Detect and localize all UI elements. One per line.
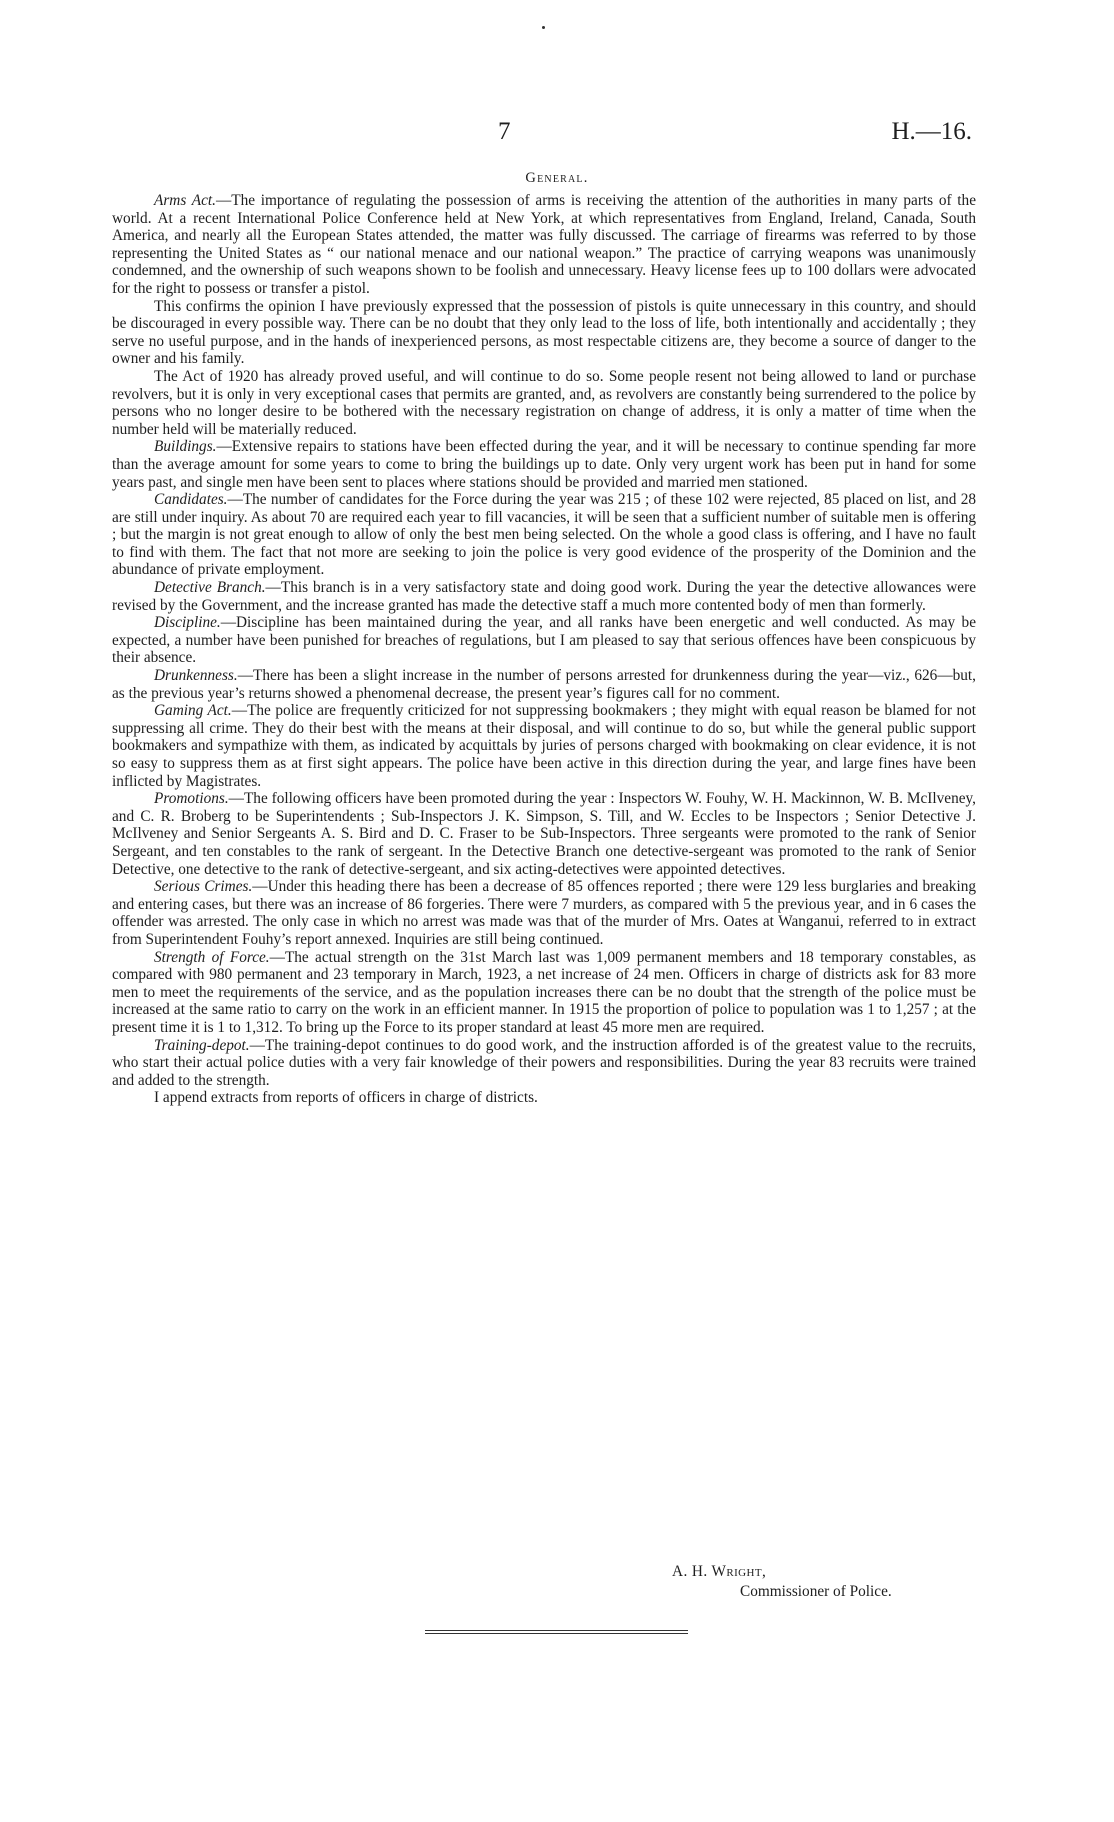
paragraph-lead: Discipline. [154, 614, 221, 632]
paragraph-text: I append extracts from reports of officers in charge of districts. [154, 1089, 538, 1107]
paragraph [112, 491, 976, 579]
closing-rule [425, 1630, 688, 1631]
paragraph-text: The Act of 1920 has already proved useful, and will continue to do so. Some people resent not being allowed to land or purchase revolvers, but it is only in very exceptional cases that permits are granted, and, as revolvers are constantly being surrendered to the police by persons who no longer desire to be bothered with the necessary registration on change of address, it is only a matter of time when the number held will be materially reduced. [112, 367, 976, 438]
paragraph-lead: Strength of Force. [154, 948, 270, 966]
paragraph-lead: Candidates. [154, 491, 228, 509]
document-reference: H.—16. [891, 118, 972, 145]
paragraph [112, 1037, 976, 1090]
paragraph [112, 614, 976, 667]
paragraph [112, 192, 976, 298]
paragraph [112, 702, 976, 790]
page-number: 7 [498, 118, 511, 145]
paragraph-lead: Training-depot. [154, 1036, 250, 1054]
page-mark [542, 26, 545, 29]
paragraph [112, 667, 976, 702]
paragraph-text: —There has been a slight increase in the number of persons arrested for drunkenness during the year—viz., 626—but, as the previous year’s returns showed a phenomenal decrease, the present year’s figures call for no comment. [112, 667, 976, 702]
paragraph [112, 878, 976, 948]
paragraph-text: —This branch is in a very satisfactory state and doing good work. During the year the detective allowances were revised by the Government, and the increase granted has made the detective staff a much more contented body of men than formerly. [112, 579, 976, 614]
paragraph-text: —The following officers have been promoted during the year : Inspectors W. Fouhy, W. H. Mackinnon, W. B. McIlveney, and C. R. Broberg to be Superintendents ; Sub-Inspectors J. K. Simpson, S. Till, and W. Eccles to be Inspectors ; Senior Detective J. McIlveney and Senior Sergeants A. S. Bird and D. C. Fraser to be Sub-Inspectors. Three sergeants were promoted to the rank of Senior Sergeant, and ten constables to the rank of sergeant. In the Detective Branch one detective-sergeant was promoted to the rank of Senior Detective, one detective to the rank of detective-sergeant, and six acting-detectives were appointed detectives. [112, 790, 976, 878]
paragraph-lead: Serious Crimes. [154, 878, 253, 896]
body-text [112, 192, 976, 1107]
signatory-name: A. H. Wright, [672, 1563, 767, 1580]
paragraph-text: —Under this heading there has been a decrease of 85 offences reported ; there were 129 less burglaries and breaking and entering cases, but there was an increase of 86 forgeries. There were 7 murders, as compared with 5 the previous year, and in 6 cases the offender was arrested. The only case in which no arrest was made was that of the murder of Mrs. Oates at Wanganui, referred to in extract from Superintendent Fouhy’s report annexed. Inquiries are still being continued. [112, 878, 977, 948]
paragraph-lead: Buildings. [154, 438, 217, 456]
paragraph-text: —The number of candidates for the Force during the year was 215 ; of these 102 were rejected, 85 placed on list, and 28 are still under inquiry. As about 70 are required each year to fill vacancies, it will be seen that a sufficient number of suitable men is offering ; but the margin is not great enough to allow of only the best men being selected. On the whole a good class is offering, and I have no fault to find with them. The fact that not more are seeking to join the police is very good evidence of the prosperity of the Dominion and the abundance of private employment. [112, 491, 976, 579]
paragraph-text: —The police are frequently criticized for not suppressing bookmakers ; they might with equal reason be blamed for not suppressing all crime. They do their best with the means at their disposal, and will continue to do so, but while the general public support bookmakers and sympathize with them, as indicated by acquittals by juries of persons charged with bookmaking on clear evidence, it is not so easy to suppress them as at first sight appears. The police have been active in this direction during the year, and large fines have been inflicted by Magistrates. [112, 702, 977, 790]
paragraph [112, 298, 976, 368]
signature-block [672, 1562, 892, 1602]
paragraph [112, 368, 976, 438]
paragraph [112, 949, 976, 1037]
paragraph-lead: Promotions. [154, 790, 229, 808]
paragraph [112, 1089, 976, 1107]
paragraph-text: —Extensive repairs to stations have been effected during the year, and it will be necessary to continue spending far more than the average amount for some years to come to bring the buildings up to date. Only very urgent work has been put in hand for some years past, and single men have been sent to places where stations should be provided and married men stationed. [112, 438, 976, 491]
paragraph-lead: Detective Branch. [154, 579, 266, 597]
closing-rule [425, 1633, 688, 1634]
paragraph [112, 790, 976, 878]
paragraph-lead: Gaming Act. [154, 702, 232, 720]
section-heading: General. [525, 170, 589, 186]
paragraph-text: This confirms the opinion I have previously expressed that the possession of pistols is quite unnecessary in this country, and should be discouraged in every possible way. There can be no doubt that they only lead to the loss of life, both intentionally and accidentally ; they serve no useful purpose, and in the hands of inexperienced persons, as most respectable citizens are, they become a source of danger to the owner and his family. [112, 297, 976, 368]
paragraph-text: —Discipline has been maintained during the year, and all ranks have been energetic and well conducted. As may be expected, a number have been punished for breaches of regulations, but I am pleased to say that serious offences have been conspicuous by their absence. [112, 614, 976, 667]
paragraph-text: —The training-depot continues to do good work, and the instruction afforded is of the greatest value to the recruits, who start their actual police duties with a very fair knowledge of their powers and responsibilities. During the year 83 recruits were trained and added to the strength. [112, 1036, 976, 1089]
paragraph-text: —The actual strength on the 31st March last was 1,009 permanent members and 18 temporary constables, as compared with 980 permanent and 23 temporary in March, 1923, a net increase of 24 men. Officers in charge of districts ask for 83 more men to meet the requirements of the service, and as the population increases there can be no doubt that the strength of the police must be increased at the same ratio to carry on the work in an efficient manner. In 1915 the proportion of police to population was 1 to 1,257 ; at the present time it is 1 to 1,312. To bring up the Force to its proper standard at least 45 more men are required. [112, 948, 976, 1036]
paragraph [112, 579, 976, 614]
paragraph-lead: Drunkenness. [154, 667, 238, 685]
paragraph-text: —The importance of regulating the possession of arms is receiving the attention of the authorities in many parts of the world. At a recent International Police Conference held at New York, at which representatives from England, Ireland, Canada, South America, and nearly all the European States attended, the matter was fully discussed. The carriage of firearms was referred to by those representing the United States as “ our national menace and our national weapon.” The practice of carrying weapons was unanimously condemned, and the ownership of such weapons shown to be foolish and unnecessary. Heavy license fees up to 100 dollars were advocated for the right to possess or transfer a pistol. [112, 192, 976, 297]
signatory-title: Commissioner of Police. [740, 1583, 892, 1600]
paragraph [112, 438, 976, 491]
paragraph-lead: Arms Act. [154, 192, 216, 209]
